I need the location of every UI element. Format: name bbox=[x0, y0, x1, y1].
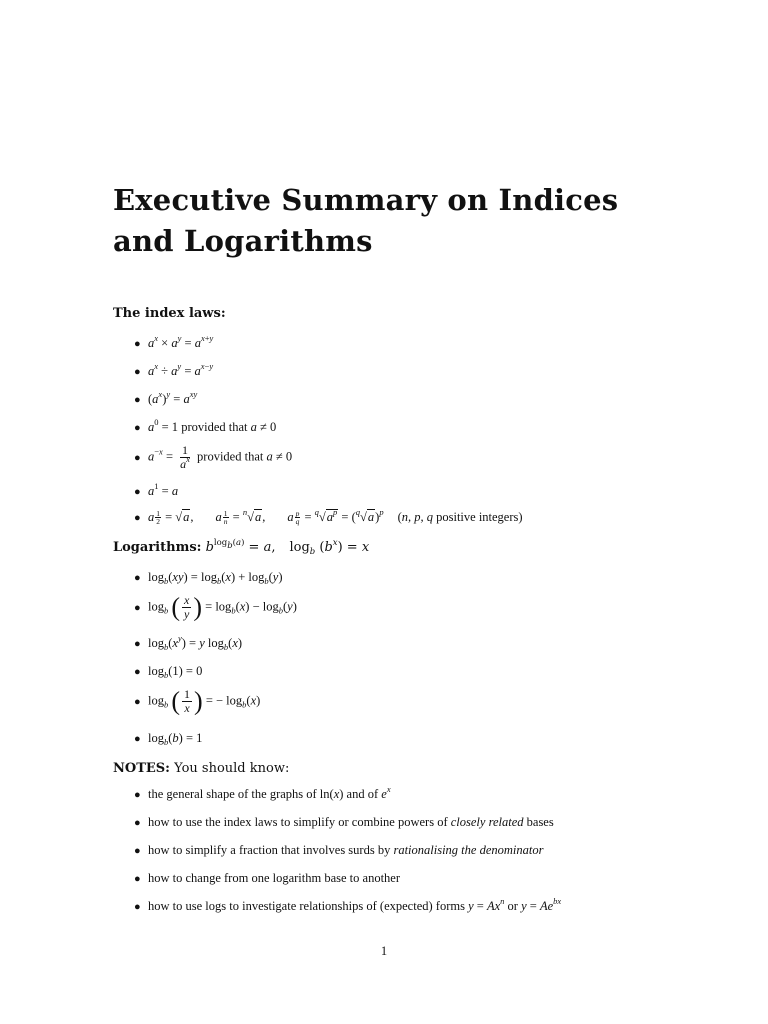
index-law-2: ● $a^x \div a^y = a^{x-y}$ bbox=[134, 361, 214, 379]
notes-heading: NOTES: You should know: bbox=[113, 761, 290, 776]
log-law-6: ● $\log_b(b) = 1$ bbox=[134, 731, 203, 747]
log-law-1: ● $\log_b(xy) = \log_b(x) + \log_b(y)$ bbox=[134, 570, 283, 586]
index-law-6: ● $a^1 = a$ bbox=[134, 481, 179, 499]
page-number: 1 bbox=[380, 944, 388, 958]
note-item: ● how to use logs to investigate relationships of (expected) forms $y = Ax^n$ or $y = Ae^{bx}$ bbox=[134, 896, 562, 914]
index-law-4: ● $a^0 = 1$ provided that a ≠ 0 bbox=[134, 417, 277, 435]
index-law-1: ● $a^x \times a^y = a^{x+y}$ bbox=[134, 333, 214, 351]
note-item: ● how to use the index laws to simplify or combine powers of closely related bases bbox=[134, 815, 554, 830]
index-law-7: ● a $\frac{1}{2}$ = √a, a $\frac{1}{n}$ = $^n$√a, a $\frac{p}{q}$ = $^q√a^p = (^q√a)^p$ (n, p, q positive integers) bbox=[134, 507, 523, 526]
note-item: ● how to change from one logarithm base to another bbox=[134, 871, 401, 886]
index-law-5: ● $a^{-x}$ = $\frac{1}{a^x}$ provided that a ≠ 0 bbox=[134, 443, 293, 471]
log-law-4: ● $\log_b(1) = 0$ bbox=[134, 664, 203, 680]
index-laws-heading: The index laws: bbox=[113, 306, 226, 321]
logarithms-heading: Logarithms: $b^{log_b(a)} = a$, $\log_b (b^x) = x$ bbox=[113, 538, 370, 557]
note-item: ● the general shape of the graphs of ln(x) and of $e^x$ bbox=[134, 784, 391, 802]
page-title: Executive Summary on Indices and Logarithms bbox=[113, 183, 619, 258]
log-law-5: ● $\log_b$ ( $\frac{1}{x}$ ) = − $\log_b(x)$ bbox=[134, 686, 261, 716]
log-law-2: ● $\log_b$ ( $\frac{x}{y}$ ) = $\log_b(x) - \log_b(y)$ bbox=[134, 592, 297, 622]
index-law-3: ● $(a^x)^y = a^{xy}$ bbox=[134, 389, 198, 407]
note-item: ● how to simplify a fraction that involves surds by rationalising the denominator bbox=[134, 843, 544, 858]
log-law-3: ● $\log_b(x^y) = y$ $\log_b(x)$ bbox=[134, 633, 243, 652]
